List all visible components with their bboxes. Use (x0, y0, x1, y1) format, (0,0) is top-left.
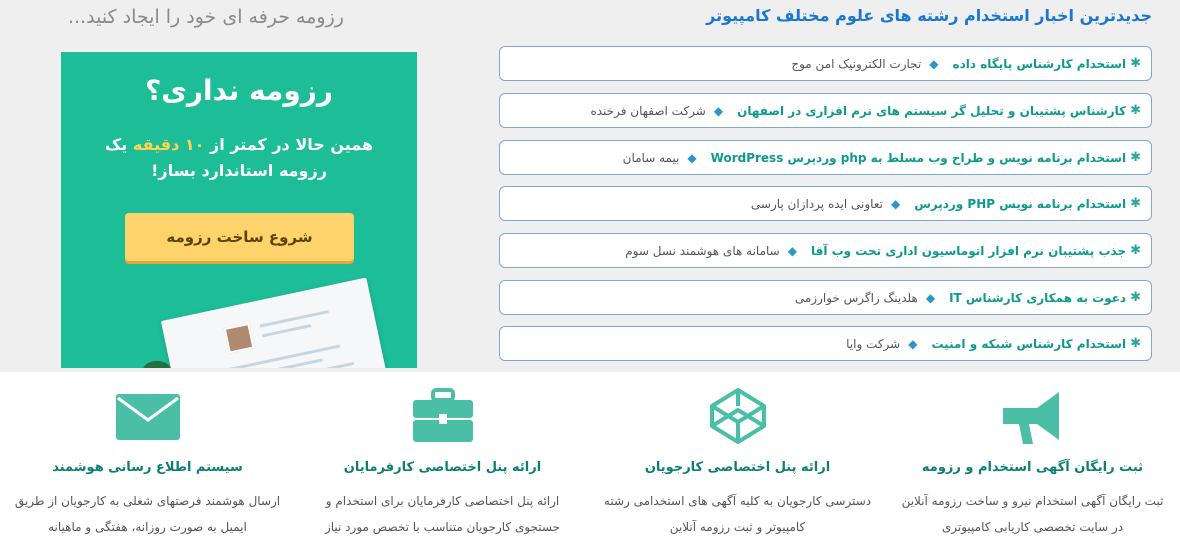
feature-description: دسترسی کارجویان به کلیه آگهی های استخدامی رشته کامپیوتر و ثبت رزومه آنلاین (603, 494, 872, 534)
job-item[interactable] (499, 233, 1152, 268)
promo-tagline: رزومه حرفه ای خود را ایجاد کنید... (68, 6, 344, 28)
envelope-icon (112, 386, 184, 446)
promo-highlight: ۱۰ دقیقه (132, 135, 205, 154)
tag-icon: ◆ (929, 56, 939, 71)
tag-icon: ◆ (908, 336, 918, 351)
feature-description: ارائه پنل اختصاصی کارفرمایان برای استخدام و جستجوی کارجویان متناسب با تخصص مورد نیاز (324, 494, 561, 534)
job-item[interactable] (499, 326, 1152, 361)
job-item[interactable] (499, 280, 1152, 315)
feature-title: ارائه پنل اختصاصی کارجویان (644, 460, 831, 475)
feature-description: ثبت رایگان آگهی استخدام نیرو و ساخت رزومه آنلاین در سایت تخصصی کاریابی کامپیوتری (901, 494, 1164, 534)
feature-smart-notify (0, 372, 295, 548)
job-company: بیمه سامان (622, 150, 680, 165)
news-title: جدیدترین اخبار استخدام رشته های علوم مختلف کامپیوتر (706, 6, 1152, 25)
job-company: تجارت الکترونیک امن موج (791, 56, 922, 71)
gear-icon: ✱ (1130, 336, 1141, 351)
job-item[interactable] (499, 186, 1152, 221)
plant-illustration (109, 342, 189, 368)
resume-document-illustration (161, 277, 391, 368)
feature-employer-panel (295, 372, 590, 548)
job-item[interactable] (499, 93, 1152, 128)
tag-icon: ◆ (890, 196, 901, 211)
gear-icon: ✱ (1130, 196, 1141, 211)
news-panel (497, 0, 1152, 372)
gear-icon: ✱ (1130, 103, 1141, 118)
job-title[interactable]: استخدام کارشناس شبکه و امنیت (931, 336, 1127, 351)
megaphone-icon (997, 386, 1069, 446)
feature-description: ارسال هوشمند فرصتهای شغلی به کارجویان از طریق ایمیل به صورت روزانه، هفتگی و ماهیانه (14, 494, 281, 534)
gear-icon: ✱ (1130, 56, 1141, 71)
job-title[interactable]: کارشناس پشتیبان و تحلیل گر سیستم های نرم افزاری در اصفهان (737, 103, 1127, 118)
job-company: سامانه های هوشمند نسل سوم (625, 243, 780, 258)
job-title[interactable]: استخدام برنامه نویس PHP وردپرس (914, 196, 1127, 211)
job-item[interactable] (499, 140, 1152, 175)
gear-icon: ✱ (1130, 290, 1141, 305)
feature-title: ارائه پنل اختصاصی کارفرمایان (343, 460, 542, 475)
codepen-cube-icon (702, 386, 774, 446)
job-title[interactable]: استخدام کارشناس پایگاه داده (952, 56, 1127, 71)
job-title[interactable]: جذب پشتیبان نرم افزار اتوماسیون اداری تحت وب آقا (810, 243, 1127, 258)
start-resume-button[interactable]: شروع ساخت رزومه (125, 213, 354, 261)
feature-title: سیستم اطلاع رسانی هوشمند (52, 460, 243, 475)
job-company: شرکت اصفهان فرخنده (590, 103, 706, 118)
job-company: هلدینگ زاگرس خوارزمی (794, 290, 918, 305)
gear-icon: ✱ (1130, 243, 1141, 258)
tag-icon: ◆ (787, 243, 797, 258)
feature-jobseeker-panel (590, 372, 885, 548)
feature-title: ثبت رایگان آگهی استخدام و رزومه (921, 460, 1144, 475)
promo-heading: رزومه نداری؟ (144, 74, 333, 107)
promo-text: همین حالا در کمتر از ۱۰ دقیقه یک رزومه استاندارد بساز! (104, 135, 374, 180)
briefcase-icon (407, 386, 479, 446)
job-item[interactable] (499, 46, 1152, 81)
job-title[interactable]: دعوت به همکاری کارشناس IT (949, 290, 1127, 305)
job-company: شرکت وایا (846, 336, 901, 351)
job-company: تعاونی ایده پردازان پارسی (750, 196, 883, 211)
tag-icon: ◆ (687, 150, 697, 165)
job-title[interactable]: استخدام برنامه نویس و طراح وب مسلط به php وردپرس WordPress (710, 150, 1127, 165)
resume-promo-banner[interactable] (61, 52, 417, 368)
feature-free-ads (885, 372, 1180, 548)
gear-icon: ✱ (1130, 150, 1141, 165)
tag-icon: ◆ (713, 103, 724, 118)
tag-icon: ◆ (925, 290, 936, 305)
